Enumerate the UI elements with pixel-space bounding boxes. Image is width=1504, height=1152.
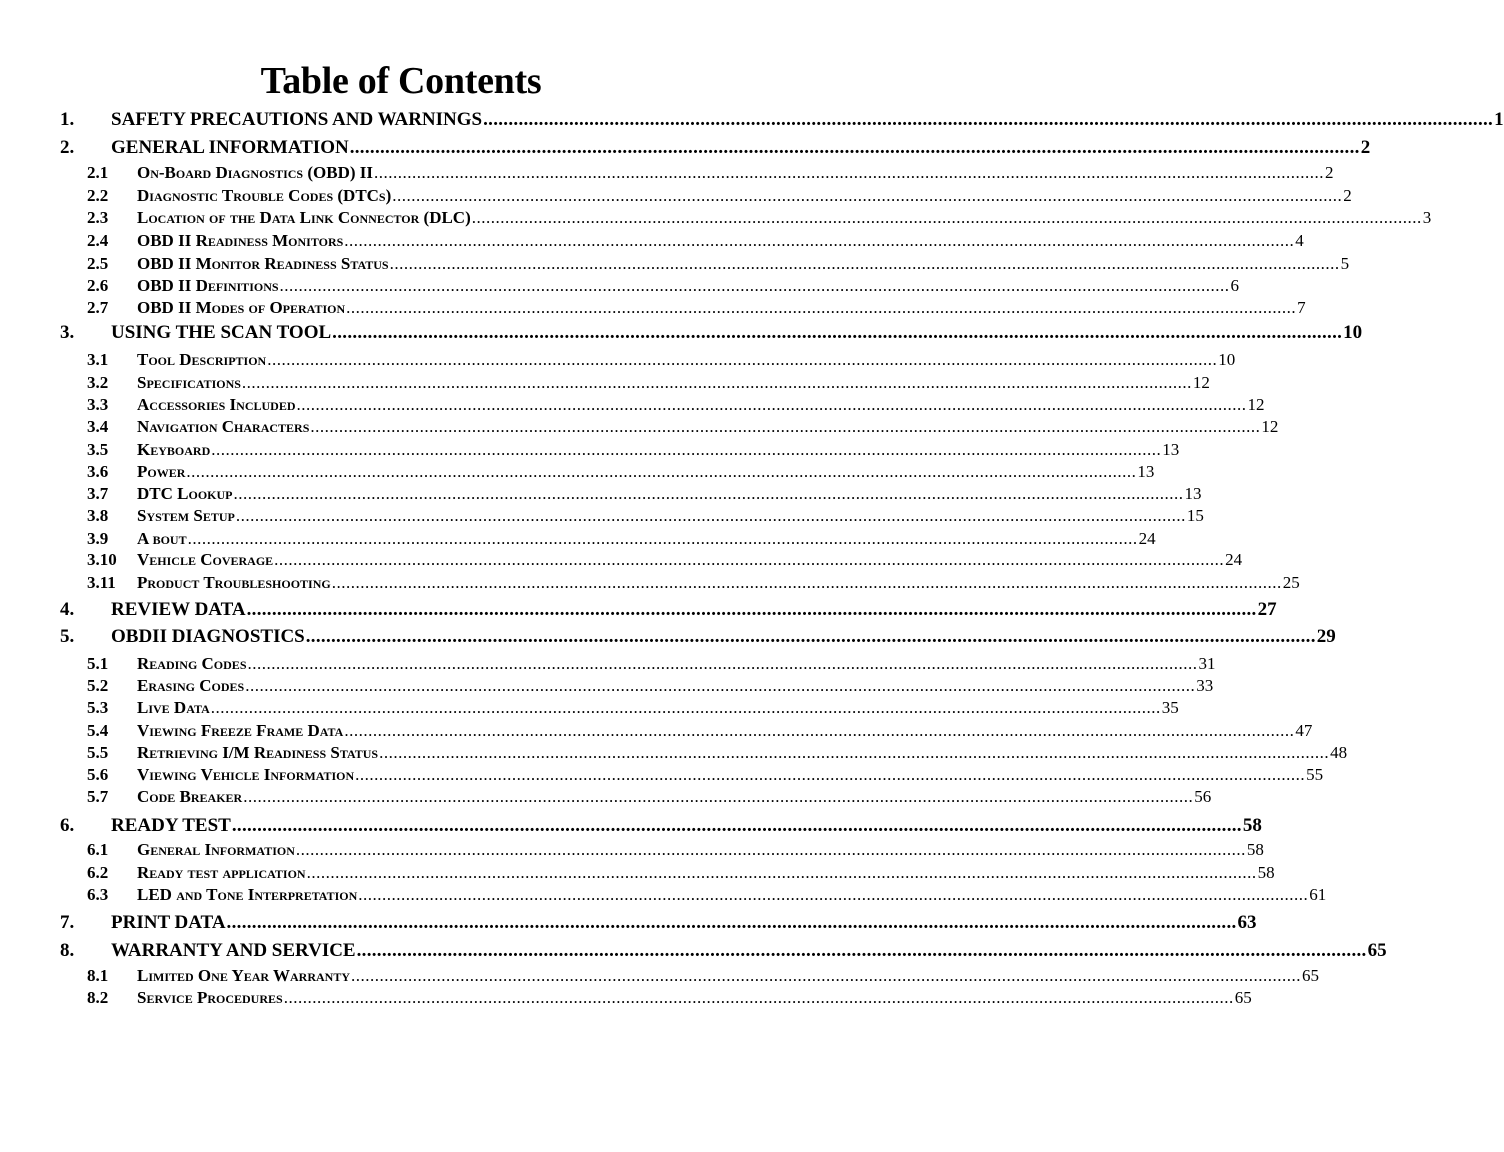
toc-entry-title: LED and Tone Interpretation xyxy=(137,885,358,904)
toc-section-entry[interactable] xyxy=(0,163,1334,185)
toc-dot-leader: ........................................................................................................................................................................................................ xyxy=(296,395,1247,414)
toc-dot-leader: ........................................................................................................................................................................................................ xyxy=(344,231,1295,250)
toc-entry-title: WARRANTY AND SERVICE xyxy=(111,940,356,961)
toc-dot-leader: ........................................................................................................................................................................................................ xyxy=(231,815,1242,836)
toc-section-entry[interactable] xyxy=(0,186,1352,208)
toc-entry-page: 48 xyxy=(1330,743,1348,762)
toc-section-entry[interactable] xyxy=(0,298,1306,320)
toc-dot-leader: ........................................................................................................................................................................................................ xyxy=(332,322,1343,343)
toc-entry-title: PRINT DATA xyxy=(111,912,226,933)
toc-section-entry[interactable] xyxy=(0,550,1243,572)
toc-entry-page: 58 xyxy=(1257,863,1275,882)
toc-entry-page: 6 xyxy=(1230,276,1240,295)
toc-entry-body xyxy=(137,417,1279,437)
toc-dot-leader: ........................................................................................................................................................................................................ xyxy=(355,765,1306,784)
toc-entry-title: READY TEST xyxy=(111,815,231,836)
toc-dot-leader: ........................................................................................................................................................................................................ xyxy=(310,417,1261,436)
toc-entry-page: 10 xyxy=(1218,350,1236,369)
toc-entry-page: 47 xyxy=(1295,721,1313,740)
toc-entry-number: 3.9 xyxy=(87,529,109,548)
toc-entry-body xyxy=(111,815,1262,837)
toc-section-entry[interactable] xyxy=(0,765,1324,787)
toc-entry-page: 29 xyxy=(1316,626,1336,647)
toc-entry-page: 12 xyxy=(1247,395,1265,414)
toc-entry-title: Accessories Included xyxy=(137,395,296,414)
toc-dot-leader: ........................................................................................................................................................................................................ xyxy=(295,840,1246,859)
toc-entry-body xyxy=(111,109,1504,131)
toc-entry-title: GENERAL INFORMATION xyxy=(111,137,349,158)
toc-entry-title: Specifications xyxy=(137,373,241,392)
toc-entry-number: 1. xyxy=(60,109,75,130)
toc-entry-page: 15 xyxy=(1186,506,1204,525)
toc-entry-title: OBD II Modes of Operation xyxy=(137,298,346,317)
toc-entry-body xyxy=(137,743,1348,763)
toc-entry-number: 3.3 xyxy=(87,395,109,414)
toc-entry-title: Viewing Vehicle Information xyxy=(137,765,355,784)
toc-entry-title: A bout xyxy=(137,529,187,548)
toc-chapter-entry[interactable] xyxy=(0,322,1363,344)
toc-entry-body xyxy=(137,350,1236,370)
toc-entry-body xyxy=(137,765,1324,785)
toc-entry-body xyxy=(137,208,1432,228)
toc-entry-number: 6.2 xyxy=(87,863,109,882)
toc-entry-body xyxy=(137,840,1264,860)
toc-entry-page: 13 xyxy=(1137,462,1155,481)
toc-section-entry[interactable] xyxy=(0,743,1348,765)
toc-section-entry[interactable] xyxy=(0,787,1212,809)
toc-entry-title: Erasing Codes xyxy=(137,676,245,695)
toc-section-entry[interactable] xyxy=(0,208,1432,230)
toc-dot-leader: ........................................................................................................................................................................................................ xyxy=(305,626,1316,647)
toc-section-entry[interactable] xyxy=(0,988,1252,1010)
toc-section-entry[interactable] xyxy=(0,417,1279,439)
toc-dot-leader: ........................................................................................................................................................................................................ xyxy=(306,863,1257,882)
toc-entry-page: 35 xyxy=(1161,698,1179,717)
toc-dot-leader: ........................................................................................................................................................................................................ xyxy=(356,940,1367,961)
toc-entry-body xyxy=(137,440,1180,460)
toc-entry-number: 2.7 xyxy=(87,298,109,317)
toc-entry-title: General Information xyxy=(137,840,295,859)
toc-chapter-entry[interactable] xyxy=(0,137,1371,159)
toc-entry-body xyxy=(137,276,1240,296)
toc-dot-leader: ........................................................................................................................................................................................................ xyxy=(243,787,1194,806)
toc-entry-number: 4. xyxy=(60,599,75,620)
toc-entry-number: 2.1 xyxy=(87,163,109,182)
toc-entry-title: On-Board Diagnostics (OBD) II xyxy=(137,163,373,182)
toc-entry-body xyxy=(137,988,1252,1008)
toc-entry-body xyxy=(111,599,1277,621)
toc-entry-number: 3.4 xyxy=(87,417,109,436)
toc-entry-title: Retrieving I/M Readiness Status xyxy=(137,743,379,762)
toc-entry-title: REVIEW DATA xyxy=(111,599,246,620)
toc-entry-title: OBD II Monitor Readiness Status xyxy=(137,254,389,273)
toc-chapter-entry[interactable] xyxy=(0,912,1257,934)
toc-entry-body xyxy=(137,186,1352,206)
toc-entry-number: 7. xyxy=(60,912,75,933)
toc-section-entry[interactable] xyxy=(0,350,1236,372)
toc-dot-leader: ........................................................................................................................................................................................................ xyxy=(210,698,1161,717)
toc-dot-leader: ........................................................................................................................................................................................................ xyxy=(233,484,1184,503)
toc-entry-title: System Setup xyxy=(137,506,235,525)
toc-dot-leader: ........................................................................................................................................................................................................ xyxy=(389,254,1340,273)
toc-entry-number: 5.4 xyxy=(87,721,109,740)
toc-entry-number: 5.5 xyxy=(87,743,109,762)
toc-entry-page: 63 xyxy=(1237,912,1257,933)
toc-dot-leader: ........................................................................................................................................................................................................ xyxy=(226,912,1237,933)
toc-entry-title: Live Data xyxy=(137,698,210,717)
toc-entry-number: 3.1 xyxy=(87,350,109,369)
toc-entry-number: 2. xyxy=(60,137,75,158)
toc-entry-title: Diagnostic Trouble Codes (DTCs) xyxy=(137,186,392,205)
toc-dot-leader: ........................................................................................................................................................................................................ xyxy=(247,654,1198,673)
toc-entry-title: Ready test application xyxy=(137,863,306,882)
toc-entry-number: 3.6 xyxy=(87,462,109,481)
toc-entry-page: 55 xyxy=(1306,765,1324,784)
toc-entry-body xyxy=(137,529,1156,549)
toc-dot-leader: ........................................................................................................................................................................................................ xyxy=(283,988,1234,1007)
toc-entry-body xyxy=(137,298,1306,318)
toc-entry-title: Location of the Data Link Connector (DLC) xyxy=(137,208,471,227)
toc-entry-body xyxy=(111,626,1336,648)
toc-entry-number: 6.3 xyxy=(87,885,109,904)
toc-section-entry[interactable] xyxy=(0,395,1265,417)
toc-entry-body xyxy=(137,698,1179,718)
toc-section-entry[interactable] xyxy=(0,840,1264,862)
toc-entry-body xyxy=(111,940,1387,962)
toc-entry-title: Vehicle Coverage xyxy=(137,550,274,569)
toc-entry-number: 2.4 xyxy=(87,231,109,250)
toc-entry-number: 3.7 xyxy=(87,484,109,503)
toc-entry-title: Limited One Year Warranty xyxy=(137,966,350,985)
toc-entry-number: 3.5 xyxy=(87,440,109,459)
toc-dot-leader: ........................................................................................................................................................................................................ xyxy=(351,966,1301,985)
toc-entry-page: 2 xyxy=(1325,163,1334,182)
toc-dot-leader: ........................................................................................................................................................................................................ xyxy=(186,462,1137,481)
toc-entry-body xyxy=(137,395,1265,415)
toc-dot-leader: ........................................................................................................................................................................................................ xyxy=(346,298,1297,317)
toc-chapter-entry[interactable] xyxy=(0,815,1262,837)
toc-entry-body xyxy=(137,231,1304,251)
toc-entry-page: 58 xyxy=(1242,815,1262,836)
toc-section-entry[interactable] xyxy=(0,484,1202,506)
toc-entry-number: 3.2 xyxy=(87,373,109,392)
toc-entry-number: 2.2 xyxy=(87,186,109,205)
toc-entry-title: Tool Description xyxy=(137,350,267,369)
toc-entry-body xyxy=(137,721,1313,741)
toc-entry-title: OBD II Definitions xyxy=(137,276,279,295)
toc-chapter-entry[interactable] xyxy=(0,626,1336,648)
toc-dot-leader: ........................................................................................................................................................................................................ xyxy=(358,885,1309,904)
toc-entry-page: 27 xyxy=(1257,599,1277,620)
toc-entry-title: Reading Codes xyxy=(137,654,247,673)
toc-section-entry[interactable] xyxy=(0,885,1327,907)
toc-chapter-entry[interactable] xyxy=(0,599,1277,621)
toc-entry-body xyxy=(137,254,1350,274)
toc-entry-title: Service Procedures xyxy=(137,988,283,1007)
toc-entry-page: 61 xyxy=(1309,885,1327,904)
toc-entry-number: 5.6 xyxy=(87,765,109,784)
toc-entry-number: 8. xyxy=(60,940,75,961)
toc-dot-leader: ........................................................................................................................................................................................................ xyxy=(211,440,1162,459)
toc-entry-title: SAFETY PRECAUTIONS AND WARNINGS xyxy=(111,109,483,130)
toc-entry-page: 4 xyxy=(1295,231,1304,250)
toc-entry-title: Code Breaker xyxy=(137,787,243,806)
toc-dot-leader: ........................................................................................................................................................................................................ xyxy=(274,550,1225,569)
toc-chapter-entry[interactable] xyxy=(0,940,1387,962)
toc-entry-title: DTC Lookup xyxy=(137,484,233,503)
toc-entry-body xyxy=(137,550,1243,570)
toc-entry-body xyxy=(137,966,1319,986)
toc-entry-body xyxy=(137,676,1214,696)
toc-entry-title: OBDII DIAGNOSTICS xyxy=(111,626,305,647)
toc-dot-leader: ........................................................................................................................................................................................................ xyxy=(246,599,1257,620)
toc-dot-leader: ........................................................................................................................................................................................................ xyxy=(235,506,1186,525)
toc-entry-body xyxy=(137,654,1216,674)
toc-section-entry[interactable] xyxy=(0,440,1180,462)
toc-entry-number: 5.2 xyxy=(87,676,109,695)
toc-entry-title: USING THE SCAN TOOL xyxy=(111,322,332,343)
toc-entry-body xyxy=(137,863,1275,883)
toc-dot-leader: ........................................................................................................................................................................................................ xyxy=(245,676,1196,695)
toc-entry-body xyxy=(111,137,1371,159)
toc-entry-number: 5.7 xyxy=(87,787,109,806)
toc-section-entry[interactable] xyxy=(0,529,1156,551)
toc-dot-leader: ........................................................................................................................................................................................................ xyxy=(241,373,1192,392)
toc-entry-number: 6. xyxy=(60,815,75,836)
toc-section-entry[interactable] xyxy=(0,462,1155,484)
toc-section-entry[interactable] xyxy=(0,698,1179,720)
toc-entry-number: 5. xyxy=(60,626,75,647)
toc-chapter-entry[interactable] xyxy=(0,109,1504,131)
toc-entry-title: Product Troubleshooting xyxy=(137,573,331,592)
toc-section-entry[interactable] xyxy=(0,254,1350,276)
toc-section-entry[interactable] xyxy=(0,506,1204,528)
toc-dot-leader: ........................................................................................................................................................................................................ xyxy=(379,743,1330,762)
toc-section-entry[interactable] xyxy=(0,373,1210,395)
toc-entry-page: 5 xyxy=(1340,254,1350,273)
toc-dot-leader: ........................................................................................................................................................................................................ xyxy=(187,529,1138,548)
toc-entry-body xyxy=(137,484,1202,504)
toc-entry-page: 24 xyxy=(1225,550,1243,569)
toc-entry-title: Keyboard xyxy=(137,440,211,459)
toc-dot-leader: ........................................................................................................................................................................................................ xyxy=(344,721,1295,740)
toc-dot-leader: ........................................................................................................................................................................................................ xyxy=(374,163,1324,182)
toc-section-entry[interactable] xyxy=(0,676,1214,698)
toc-entry-page: 3 xyxy=(1422,208,1432,227)
toc-entry-page: 65 xyxy=(1367,940,1387,961)
toc-entry-body xyxy=(137,373,1210,393)
toc-entry-body xyxy=(137,506,1204,526)
toc-entry-title: OBD II Readiness Monitors xyxy=(137,231,344,250)
toc-section-entry[interactable] xyxy=(0,966,1319,988)
toc-entry-number: 3.8 xyxy=(87,506,109,525)
toc-dot-leader: ........................................................................................................................................................................................................ xyxy=(279,276,1230,295)
toc-dot-leader: ........................................................................................................................................................................................................ xyxy=(392,186,1343,205)
toc-section-entry[interactable] xyxy=(0,654,1216,676)
page-title: Table of Contents xyxy=(260,60,542,102)
toc-section-entry[interactable] xyxy=(0,863,1275,885)
toc-entry-page: 2 xyxy=(1343,186,1352,205)
toc-dot-leader: ........................................................................................................................................................................................................ xyxy=(331,573,1282,592)
toc-entry-page: 25 xyxy=(1282,573,1300,592)
toc-entry-title: Power xyxy=(137,462,186,481)
toc-entry-number: 5.3 xyxy=(87,698,109,717)
toc-entry-number: 3. xyxy=(60,322,75,343)
toc-entry-number: 2.5 xyxy=(87,254,109,273)
toc-entry-body xyxy=(137,787,1212,807)
toc-entry-number: 8.2 xyxy=(87,988,109,1007)
toc-entry-number: 3.11 xyxy=(87,573,116,592)
toc-entry-page: 10 xyxy=(1343,322,1363,343)
toc-entry-body xyxy=(137,573,1300,593)
toc-entry-page: 12 xyxy=(1192,373,1210,392)
toc-entry-title: Navigation Characters xyxy=(137,417,310,436)
toc-entry-page: 1 xyxy=(1494,109,1504,130)
toc-section-entry[interactable] xyxy=(0,276,1240,298)
toc-entry-page: 31 xyxy=(1198,654,1216,673)
toc-entry-page: 33 xyxy=(1196,676,1214,695)
toc-section-entry[interactable] xyxy=(0,721,1313,743)
toc-entry-page: 65 xyxy=(1302,966,1319,985)
toc-section-entry[interactable] xyxy=(0,231,1304,253)
toc-entry-page: 2 xyxy=(1360,137,1371,158)
toc-dot-leader: ........................................................................................................................................................................................................ xyxy=(483,109,1494,130)
toc-dot-leader: ........................................................................................................................................................................................................ xyxy=(267,350,1218,369)
toc-entry-title: Viewing Freeze Frame Data xyxy=(137,721,344,740)
toc-entry-page: 56 xyxy=(1194,787,1212,806)
toc-entry-page: 13 xyxy=(1162,440,1180,459)
toc-section-entry[interactable] xyxy=(0,573,1300,595)
toc-entry-page: 58 xyxy=(1246,840,1264,859)
toc-entry-number: 2.6 xyxy=(87,276,109,295)
toc-entry-body xyxy=(111,912,1257,934)
toc-dot-leader: ........................................................................................................................................................................................................ xyxy=(349,137,1360,158)
toc-entry-page: 13 xyxy=(1184,484,1202,503)
toc-entry-number: 6.1 xyxy=(87,840,109,859)
toc-dot-leader: ........................................................................................................................................................................................................ xyxy=(471,208,1422,227)
toc-entry-number: 2.3 xyxy=(87,208,109,227)
toc-entry-body xyxy=(137,163,1334,183)
toc-entry-number: 3.10 xyxy=(87,550,117,569)
toc-entry-body xyxy=(137,885,1327,905)
toc-entry-number: 5.1 xyxy=(87,654,109,673)
toc-entry-page: 24 xyxy=(1138,529,1156,548)
toc-entry-number: 8.1 xyxy=(87,966,109,985)
toc-entry-body xyxy=(137,462,1155,482)
toc-entry-body xyxy=(111,322,1363,344)
toc-entry-page: 65 xyxy=(1234,988,1252,1007)
toc-entry-page: 12 xyxy=(1261,417,1279,436)
toc-entry-page: 7 xyxy=(1297,298,1306,317)
